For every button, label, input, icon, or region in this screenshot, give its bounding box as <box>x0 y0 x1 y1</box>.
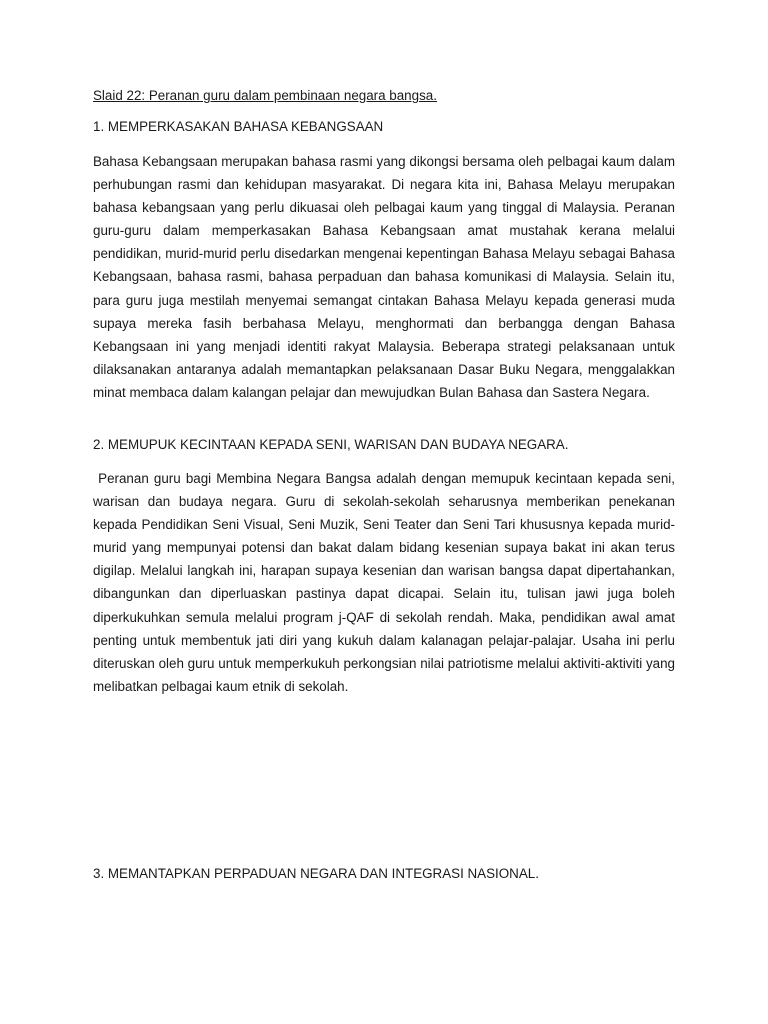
section-heading-3: 3. MEMANTAPKAN PERPADUAN NEGARA DAN INTEGRASI NASIONAL. <box>93 866 539 881</box>
section-heading-1: 1. MEMPERKASAKAN BAHASA KEBANGSAAN <box>93 119 384 134</box>
section-heading-2: 2. MEMUPUK KECINTAAN KEPADA SENI, WARISAN DAN BUDAYA NEGARA. <box>93 437 569 452</box>
section-body-2: Peranan guru bagi Membina Negara Bangsa adalah dengan memupuk kecintaan kepada seni, warisan dan budaya negara. Guru di sekolah-sekolah seharusnya memberikan penekanan kepada Pendidikan Seni Visual, Seni Muzik, Seni Teater dan Seni Tari khususnya kepada murid-murid yang mempunyai potensi dan bakat dalam bidang kesenian supaya bakat ini akan terus digilap. Melalui langkah ini, harapan supaya kesenian dan warisan bangsa dapat dipertahankan, dibangunkan dan diperluaskan pastinya dapat dicapai. Selain itu, tulisan jawi juga boleh diperkukuhkan semula melalui program j-QAF di sekolah rendah. Maka, pendidikan awal amat penting untuk membentuk jati diri yang kukuh dalam kalanagan pelajar-palajar. Usaha ini perlu diteruskan oleh guru untuk memperkukuh perkongsian nilai patriotisme melalui aktiviti-aktiviti yang melibatkan pelbagai kaum etnik di sekolah. <box>93 471 675 694</box>
document-title: Slaid 22: Peranan guru dalam pembinaan negara bangsa. <box>93 88 437 103</box>
section-body-1: Bahasa Kebangsaan merupakan bahasa rasmi yang dikongsi bersama oleh pelbagai kaum dalam perhubungan rasmi dan kehidupan masyarakat. Di negara kita ini, Bahasa Melayu merupakan bahasa kebangsaan yang perlu dikuasai oleh pelbagai kaum yang tinggal di Malaysia. Peranan guru-guru dalam memperkasakan Bahasa Kebangsaan amat mustahak kerana melalui pendidikan, murid-murid perlu disedarkan mengenai kepentingan Bahasa Melayu sebagai Bahasa Kebangsaan, bahasa rasmi, bahasa perpaduan dan bahasa komunikasi di Malaysia. Selain itu, para guru juga mestilah menyemai semangat cintakan Bahasa Melayu kepada generasi muda supaya mereka fasih berbahasa Melayu, menghormati dan berbangga dengan Bahasa Kebangsaan ini yang menjadi identiti rakyat Malaysia. Beberapa strategi pelaksanaan untuk dilaksanakan antaranya adalah memantapkan pelaksanaan Dasar Buku Negara, menggalakkan minat membaca dalam kalangan pelajar dan mewujudkan Bulan Bahasa dan Sastera Negara. <box>93 154 675 400</box>
